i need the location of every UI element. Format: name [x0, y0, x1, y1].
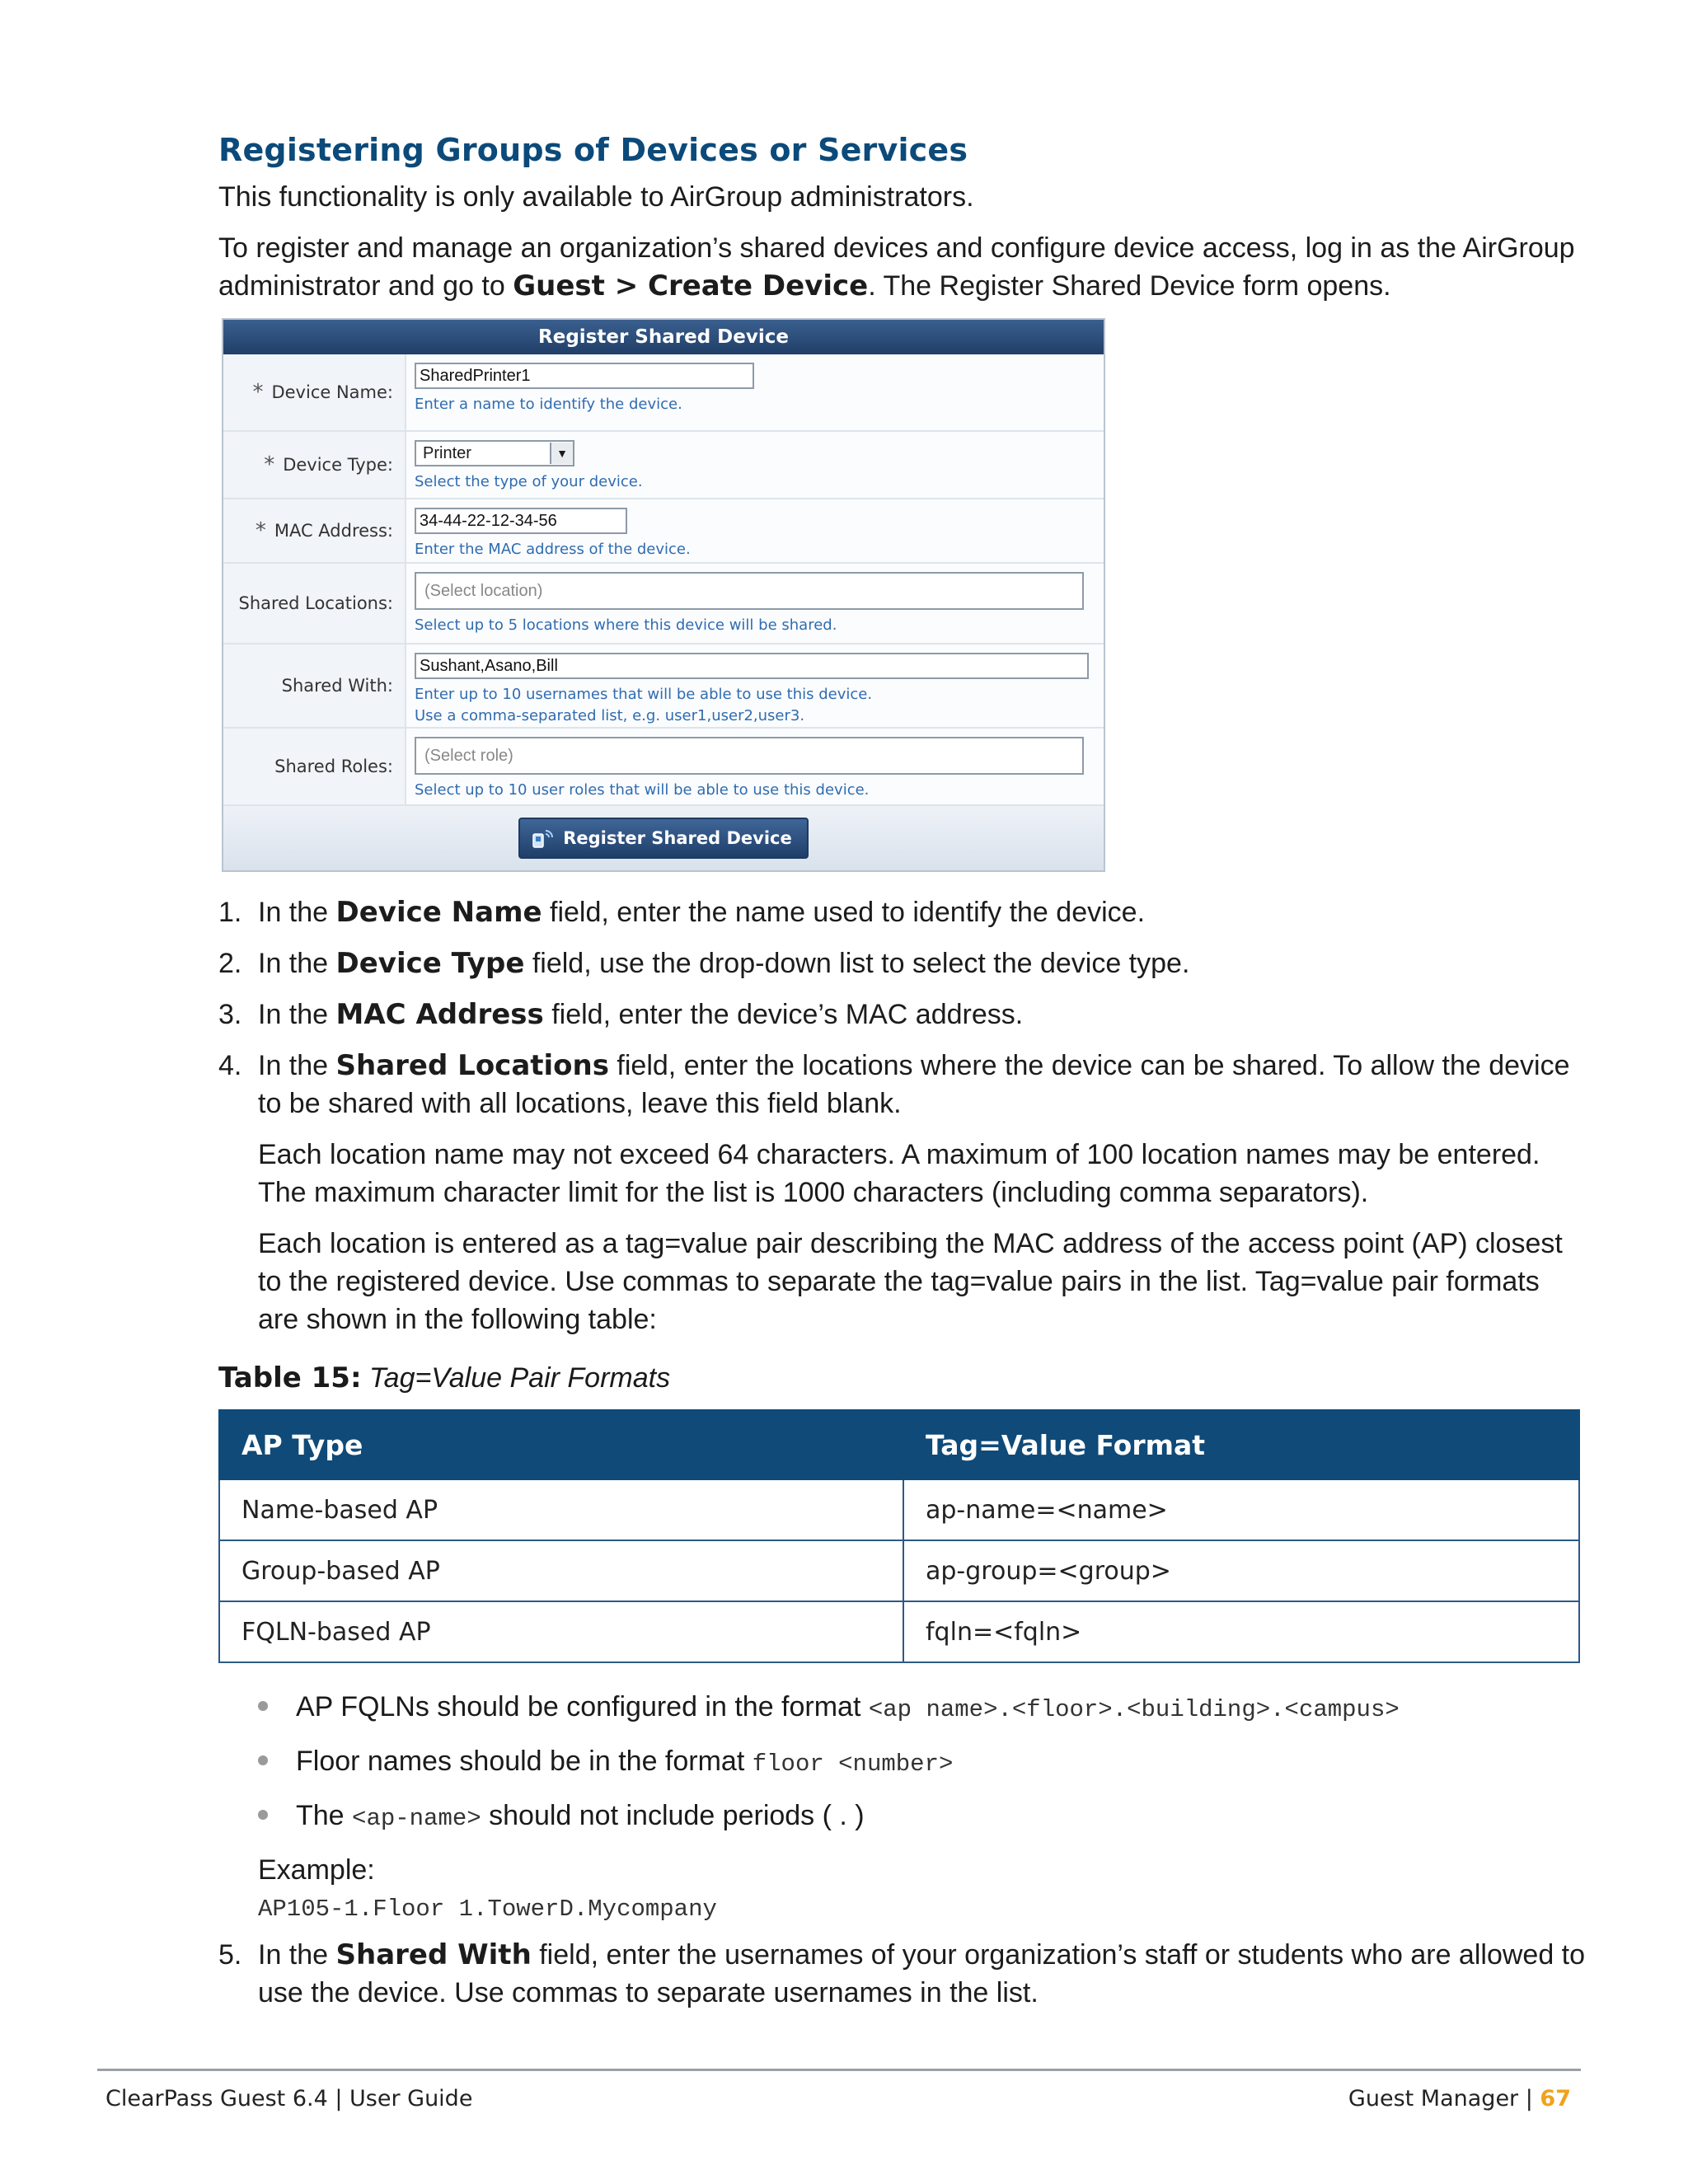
bullet-post: should not include periods ( . ) [481, 1800, 865, 1831]
mac-address-row [223, 499, 1104, 564]
form-header: Register Shared Device [223, 320, 1104, 354]
inline-code: floor <number> [752, 1750, 954, 1778]
shared-locations-label: Shared Locations: [223, 564, 406, 643]
field-name: Device Type [335, 947, 525, 980]
shared-roles-hint: Select up to 10 user roles that will be able to use this device. [415, 781, 870, 799]
step-text [258, 893, 1587, 931]
bullet-text [296, 1797, 865, 1838]
table-row [219, 1540, 1579, 1601]
bullet-pre: The [296, 1800, 353, 1831]
shared-with-cell [406, 644, 1104, 727]
table-cell: ap-name=<name> [903, 1479, 1579, 1540]
device-name-cell [406, 354, 1104, 430]
step-text [258, 944, 1587, 982]
shared-with-row [223, 644, 1104, 729]
register-shared-device-button[interactable] [518, 818, 809, 859]
field-label: Device Name: [271, 382, 393, 402]
step-post: field, enter the usernames of your organization’s staff or students who are allowed to use the device. Use commas to separate usernames in the list. [258, 1939, 1586, 2008]
shared-locations-hint: Select up to 5 locations where this device will be shared. [415, 616, 837, 634]
device-name-input[interactable]: SharedPrinter1 [415, 363, 754, 389]
step-text [258, 1047, 1587, 1122]
step-pre: In the [258, 897, 336, 928]
form-footer [223, 806, 1104, 870]
register-shared-device-form [222, 318, 1105, 872]
footer-section [1348, 2086, 1571, 2111]
para-text: To register and manage an organization’s shared devices and configure device access, log in as the AirGroup administrator and go to [218, 232, 1575, 302]
step4-detail-paragraph: Each location is entered as a tag=value pair describing the MAC address of the access point (AP) closest to the registered device. Use commas to separate the tag=value pairs in the list. Tag=value pair formats are shown in the following table: [258, 1228, 1563, 1335]
required-asterisk: * [255, 518, 266, 543]
page-number: 67 [1540, 2086, 1571, 2111]
shared-roles-row [223, 729, 1104, 806]
required-asterisk: * [264, 452, 275, 477]
instructions-paragraph [218, 229, 1587, 305]
page-footer [97, 2069, 1581, 2111]
step-text [258, 1936, 1587, 2012]
device-type-cell [406, 432, 1104, 498]
required-asterisk: * [252, 380, 264, 405]
step-item [218, 1047, 1587, 1122]
shared-locations-cell [406, 564, 1104, 643]
button-label: Register Shared Device [563, 828, 792, 848]
shared-locations-input[interactable]: (Select location) [415, 572, 1084, 610]
table-row [219, 1479, 1579, 1540]
bullet-text [296, 1688, 1400, 1729]
device-name-label [223, 354, 406, 430]
bullet-icon [258, 1755, 268, 1765]
step-number: 3. [218, 999, 242, 1030]
step-number: 5. [218, 1939, 242, 1971]
mac-address-input[interactable]: 34-44-22-12-34-56 [415, 508, 627, 534]
device-name-hint: Enter a name to identify the device. [415, 396, 682, 413]
footer-section-label: Guest Manager | [1348, 2086, 1540, 2111]
step-item [218, 893, 1587, 931]
device-icon [530, 826, 555, 851]
section-title: Registering Groups of Devices or Services [218, 132, 968, 168]
field-name: Shared Locations [335, 1049, 609, 1082]
table-cell: FQLN-based AP [219, 1601, 903, 1662]
step-pre: In the [258, 1939, 336, 1971]
caption-label: Table 15: [218, 1361, 362, 1394]
device-name-row [223, 354, 1104, 432]
field-name: Device Name [335, 896, 542, 929]
device-type-label [223, 432, 406, 498]
table-cell: Name-based AP [219, 1479, 903, 1540]
list-item [258, 1688, 1587, 1729]
bullet-text [296, 1742, 953, 1783]
column-header: Tag=Value Format [903, 1410, 1579, 1479]
mac-address-hint: Enter the MAC address of the device. [415, 541, 691, 558]
shared-with-input[interactable]: Sushant,Asano,Bill [415, 653, 1089, 679]
step-pre: In the [258, 948, 336, 979]
field-name: MAC Address [335, 998, 544, 1031]
shared-roles-input[interactable]: (Select role) [415, 737, 1084, 775]
table-cell: ap-group=<group> [903, 1540, 1579, 1601]
field-label: MAC Address: [274, 521, 393, 541]
shared-with-label: Shared With: [223, 644, 406, 727]
tag-value-table [218, 1409, 1580, 1663]
mac-address-cell [406, 499, 1104, 562]
step-post: field, enter the device’s MAC address. [543, 999, 1024, 1030]
step-pre: In the [258, 999, 336, 1030]
bullet-icon [258, 1701, 268, 1711]
select-value: Printer [423, 443, 471, 462]
step-post: field, use the drop-down list to select the device type. [524, 948, 1190, 979]
step-pre: In the [258, 1050, 336, 1081]
step-item [218, 996, 1587, 1033]
device-type-row [223, 432, 1104, 499]
intro-paragraph: This functionality is only available to AirGroup administrators. [218, 181, 974, 213]
column-header: AP Type [219, 1410, 903, 1479]
shared-with-hint: Enter up to 10 usernames that will be able to use this device. [415, 686, 873, 703]
step-number: 1. [218, 897, 242, 928]
field-name: Shared With [335, 1938, 532, 1971]
list-item [258, 1742, 1587, 1783]
shared-locations-row [223, 564, 1104, 644]
list-item [258, 1797, 1587, 1838]
step-post: field, enter the locations where the device can be shared. To allow the device to be shared with all locations, leave this field blank. [258, 1050, 1570, 1119]
caption-title: Tag=Value Pair Formats [369, 1362, 671, 1394]
table-cell: Group-based AP [219, 1540, 903, 1601]
mac-address-label [223, 499, 406, 562]
format-notes-list [258, 1688, 1587, 1838]
page-content [218, 132, 1587, 2025]
device-type-hint: Select the type of your device. [415, 473, 643, 490]
field-label: Device Type: [283, 455, 393, 475]
bullet-pre: AP FQLNs should be configured in the format [296, 1691, 869, 1722]
table-caption [218, 1361, 1587, 1394]
footer-product: ClearPass Guest 6.4 | User Guide [106, 2086, 473, 2111]
shared-roles-cell [406, 729, 1104, 804]
step4-detail-paragraph: Each location name may not exceed 64 characters. A maximum of 100 location names may be entered. The maximum character limit for the list is 1000 characters (including comma separators). [258, 1139, 1540, 1208]
bullet-pre: Floor names should be in the format [296, 1746, 753, 1777]
table-header-row [219, 1410, 1579, 1479]
device-type-select[interactable] [415, 440, 574, 466]
example-label: Example: [258, 1854, 375, 1886]
example-code: AP105-1.Floor 1.TowerD.Mycompany [258, 1896, 717, 1923]
shared-roles-label: Shared Roles: [223, 729, 406, 804]
table-cell: fqln=<fqln> [903, 1601, 1579, 1662]
inline-code: <ap-name> [352, 1805, 481, 1832]
step-item [218, 1936, 1587, 2012]
table-row [219, 1601, 1579, 1662]
step-number: 4. [218, 1050, 242, 1081]
chevron-down-icon[interactable]: ▼ [550, 443, 573, 464]
step-item [218, 944, 1587, 982]
shared-with-hint-2: Use a comma-separated list, e.g. user1,user2,user3. [415, 707, 805, 724]
step-number: 2. [218, 948, 242, 979]
nav-path: Guest > Create Device [513, 269, 869, 302]
bullet-icon [258, 1810, 268, 1820]
step-text [258, 996, 1587, 1033]
para-text: . The Register Shared Device form opens. [868, 270, 1391, 302]
step-post: field, enter the name used to identify the device. [542, 897, 1146, 928]
inline-code: <ap name>.<floor>.<building>.<campus> [868, 1696, 1400, 1723]
